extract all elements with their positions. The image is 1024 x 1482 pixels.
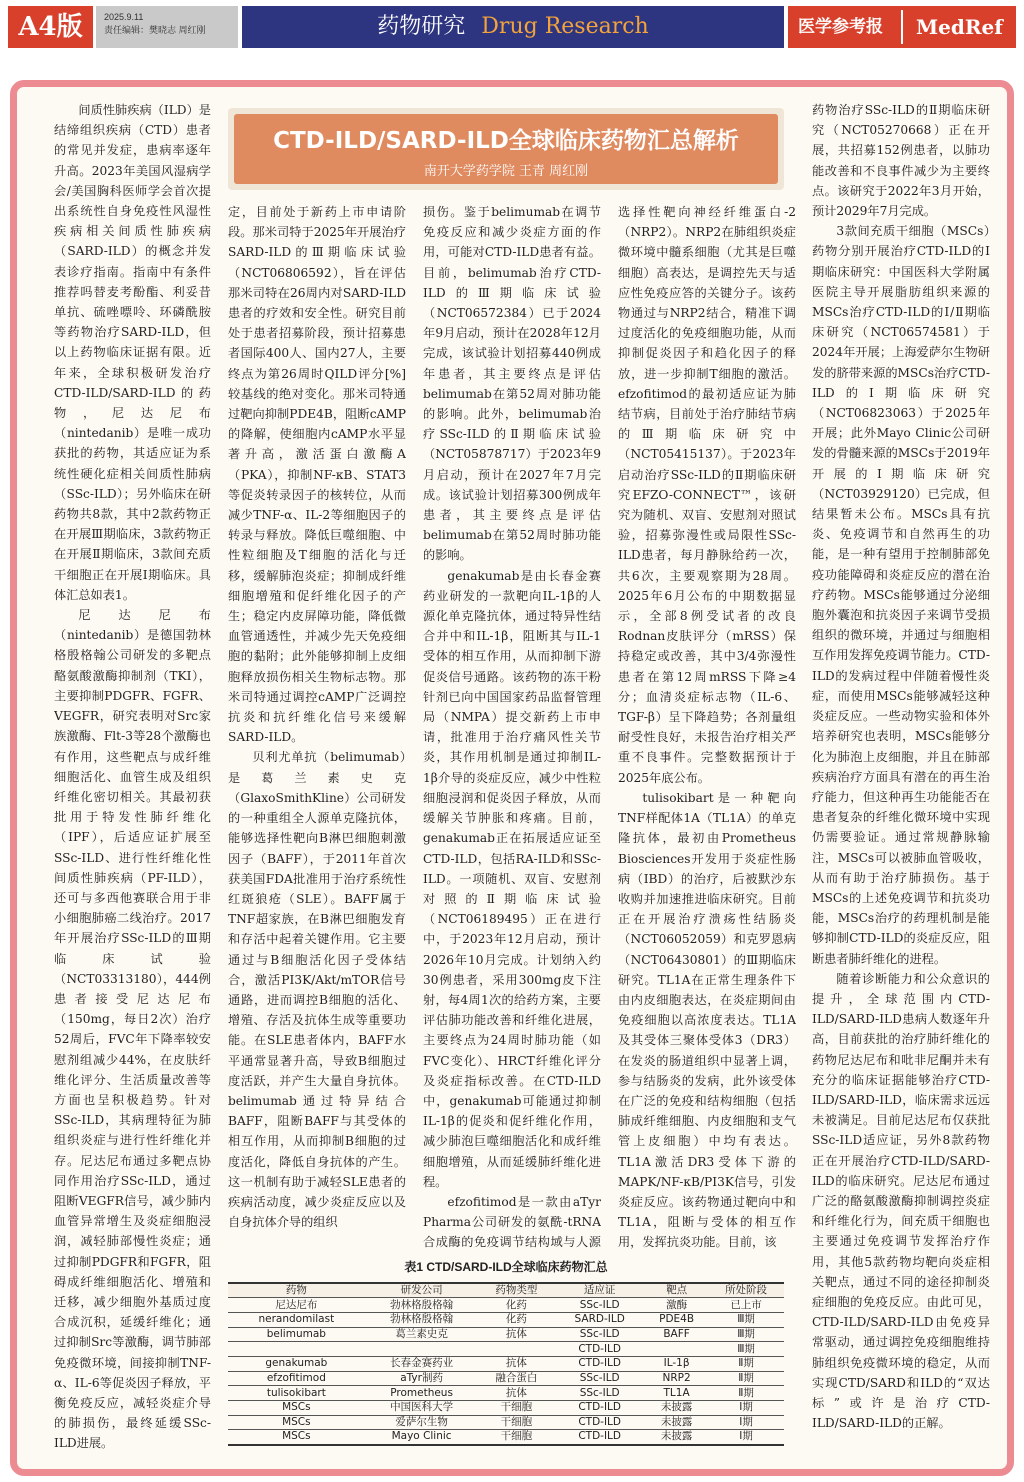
table-caption: 表1 CTD/SARD-ILD全球临床药物汇总 — [404, 1260, 608, 1274]
table-cell: tulisokibart — [228, 1386, 365, 1401]
table-cell: 勃林格殷格翰 — [365, 1312, 479, 1327]
brand-en: MedRef — [916, 15, 1003, 39]
paragraph: 药物治疗SSc-ILD的Ⅱ期临床研究（NCT05270668）正在开展，共招募152例患者，以肺功能改善和不良事件减少为主要终点。该研究于2022年3月开始，预计2029年7月完成。 — [812, 103, 990, 219]
table-cell: SARD-ILD — [554, 1312, 645, 1327]
table-cell: 勃林格殷格翰 — [365, 1298, 479, 1313]
article-title: CTD-ILD/SARD-ILD全球临床药物汇总解析 — [273, 128, 739, 154]
table-cell: 抗体 — [478, 1386, 554, 1401]
table-cell: efzofitimod — [228, 1371, 365, 1386]
page-header — [8, 6, 1016, 52]
table-cell: CTD-ILD — [554, 1415, 645, 1430]
table-header-cell: 靶点 — [645, 1283, 708, 1298]
brand-cn: 医学参考报 — [798, 17, 883, 37]
table-body — [228, 1298, 784, 1445]
table-row — [228, 1327, 784, 1342]
table-cell: Ⅲ期 — [708, 1327, 784, 1342]
table-header-cell: 适应证 — [554, 1283, 645, 1298]
drug-table — [228, 1282, 784, 1446]
paragraph: 尼达尼布（nintedanib）是德国勃林格殷格翰公司研发的多靶点酪氨酸激酶抑制剂（TKI），主要抑制PDGFR、FGFR、VEGFR，研究表明对Src家族激酶、Flt-3等28个激酶也有作用，这些靶点与成纤维细胞活化、血管生成及组织纤维化密切相关。其最初获批用于特发性肺纤维化（IPF），后适应证扩展至SSc-ILD、进行性纤维化性间质性肺疾病（PF-ILD），还可与多西他赛联合用于非小细胞肺癌二线治疗。2017年开展治疗SSc-ILD的Ⅲ期临床试验（NCT03313180），444例患者接受尼达尼布（150mg，每日2次）治疗52周后，FVC年下降率较安慰剂组减少44%，在皮肤纤维化评分、生活质量改善等方面也呈积极趋势。针对SSc-ILD，其病理特征为肺组织炎症与进行性纤维化并存。尼达尼布通过多靶点协同作用治疗SSc-ILD，通过阻断VEGFR信号，减少肺内血管异常增生及炎症细胞浸润，减轻肺部慢性炎症；通过抑制PDGFR和FGFR，阻碍成纤维细胞活化、增殖和迁移，减少细胞外基质过度合成沉积，延缓纤维化；通过抑制Src等激酶，调节肺部免疫微环境，间接抑制TNF-α、IL-6等促炎因子释放，平衡免疫反应，减轻炎症介导的肺损伤，最终延缓SSc-ILD进展。 — [54, 608, 211, 1451]
table-cell: 干细胞 — [478, 1401, 554, 1416]
paragraph: efzofitimod是一款由aTyr Pharma公司研发的氨酰-tRNA合成酶的免疫调节结构域与人源 — [423, 1194, 601, 1250]
table-cell: Prometheus — [365, 1386, 479, 1401]
table-cell: Ⅱ期 — [708, 1356, 784, 1371]
table-cell: 未披露 — [645, 1415, 708, 1430]
text-column-1 — [54, 100, 211, 1452]
paragraph: 损伤。鉴于belimumab在调节免疫反应和减少炎症方面的作用，可能对CTD-ILD患者有益。目前，belimumab治疗CTD-ILD的Ⅲ期临床试验（NCT06572384）已于2024年9月启动，预计在2028年12月完成，该试验计划招募440例成年患者，其主要终点是评估belimumab在第52周对肺功能的影响。此外，belimumab治疗SSc-ILD的Ⅱ期临床试验（NCT05878717）于2023年9月启动，预计在2027年7月完成。该试验计划招募300例成年患者，其主要终点是评估belimumab在第52周时肺功能的影响。 — [423, 205, 601, 563]
table-cell: CTD-ILD — [554, 1401, 645, 1416]
table-header-cell: 研发公司 — [365, 1283, 479, 1298]
table-header-cell: 药物类型 — [478, 1283, 554, 1298]
issue-meta — [96, 6, 238, 48]
paragraph: genakumab是由长春金赛药业研发的一款靶向IL-1β的人源化单克隆抗体，通过特异性结合并中和IL-1β，阻断其与IL-1受体的相互作用，从而抑制下游促炎信号通路。该药物的冻干粉针剂已向中国国家药品监督管理局（NMPA）提交新药上市申请，批准用于治疗痛风性关节炎，其作用机制是通过抑制IL-1β介导的炎症反应，减少中性粒细胞浸润和促炎因子释放，从而缓解关节肿胀和疼痛。目前，genakumab正在拓展适应证至CTD-ILD，包括RA-ILD和SSc-ILD。一项随机、双盲、安慰剂对照的Ⅱ期临床试验（NCT06189495）正在进行中，于2023年12月启动，预计2026年10月完成。计划纳入约30例患者，采用300mg皮下注射，每4周1次的给药方案，主要评估肺功能改善和纤维化进展，主要终点为24周时肺功能（如FVC变化）、HRCT纤维化评分及炎症指标改善。在CTD-ILD中，genakumab可能通过抑制IL-1β的促炎和促纤维化作用，减少肺泡巨噬细胞活化和成纤维细胞增殖，从而延缓肺纤维化进程。 — [423, 568, 601, 1189]
table-cell: Ⅱ期 — [708, 1371, 784, 1386]
table-row — [228, 1312, 784, 1327]
table-cell: 化药 — [478, 1298, 554, 1313]
table-cell: Ⅲ期 — [708, 1312, 784, 1327]
table-cell: 长春金赛药业 — [365, 1356, 479, 1371]
table-cell — [365, 1342, 479, 1357]
table-cell: 融合蛋白 — [478, 1371, 554, 1386]
text-column-5 — [812, 100, 990, 1452]
table-cell: CTD-ILD — [554, 1342, 645, 1357]
table-cell: IL-1β — [645, 1356, 708, 1371]
table-cell: MSCs — [228, 1401, 365, 1416]
table-cell: 激酶 — [645, 1298, 708, 1313]
table-cell — [228, 1342, 365, 1357]
table-cell: TL1A — [645, 1386, 708, 1401]
table-cell: Ⅰ期 — [708, 1401, 784, 1416]
paragraph: 贝利尤单抗（belimumab）是葛兰素史克（GlaxoSmithKline）公司研发的一种重组全人源单克隆抗体，能够选择性靶向B淋巴细胞刺激因子（BAFF），于2011年首次获美国FDA批准用于治疗系统性红斑狼疮（SLE）。BAFF属于TNF超家族，在B淋巴细胞发育和存活中起着关键作用。它主要通过与B细胞活化因子受体结合，激活PI3K/Akt/mTOR信号通路，进而调控B细胞的活化、增殖、存活及抗体生成等重要功能。在SLE患者体内，BAFF水平通常显著升高，导致B细胞过度活跃，并产生大量自身抗体。belimumab通过特异结合BAFF，阻断BAFF与其受体的相互作用，从而抑制B细胞的过度活化，降低自身抗体的产生。这一机制有助于减轻SLE患者的疾病活动度，减少炎症反应以及自身抗体介导的组织 — [228, 750, 406, 1230]
paragraph: 随着诊断能力和公众意识的提升，全球范围内CTD-ILD/SARD-ILD患病人数逐年升高，目前获批的治疗肺纤维化的药物尼达尼布和吡非尼酮并未有充分的临床证据能够治疗CTD-ILD/SARD-ILD，临床需求远远未被满足。目前尼达尼布仅获批SSc-ILD适应证，另外8款药物正在开展治疗CTD-ILD/SARD-ILD的临床研究。尼达尼布通过广泛的酪氨酸激酶抑制调控炎症和纤维化行为，间充质干细胞也主要通过免疫调节发挥治疗作用，其他5款药物均靶向炎症相关靶点，通过不同的途径抑制炎症细胞的免疫反应。由此可见，CTD-ILD/SARD-ILD由免疫异常驱动，通过调控免疫细胞维持肺组织免疫微环境的稳定，从而实现CTD/SARD和ILD的“双达标”或许是治疗CTD-ILD/SARD-ILD的正解。 — [812, 971, 990, 1431]
table-cell — [478, 1342, 554, 1357]
table-cell: 未披露 — [645, 1401, 708, 1416]
paragraph: 间质性肺疾病（ILD）是结缔组织疾病（CTD）患者的常见并发症，患病率逐年升高。2023年美国风湿病学会/美国胸科医师学会首次提出系统性自身免疫性风湿性疾病相关间质性肺疾病（SARD-ILD）的概念并发表诊疗指南。指南中有条件推荐吗替麦考酚酯、利妥昔单抗、硫唑嘌呤、环磷酰胺等药物治疗SARD-ILD，但以上药物临床证据有限。近年来，全球积极研发治疗CTD-ILD/SARD-ILD的药物，尼达尼布（nintedanib）是唯一成功获批的药物，其适应证为系统性硬化症相关间质性肺病（SSc-ILD）；另外临床在研药物共8款，其中2款药物正在开展Ⅲ期临床，3款药物正在开展Ⅱ期临床，3款间充质干细胞正在开展Ⅰ期临床。具体汇总如表1。 — [54, 103, 211, 602]
table-cell: aTyr制药 — [365, 1371, 479, 1386]
table-cell: Ⅲ期 — [708, 1342, 784, 1357]
table-cell: 尼达尼布 — [228, 1298, 365, 1313]
table-header-row — [228, 1283, 784, 1298]
paragraph: 定，目前处于新药上市申请阶段。那米司特于2025年开展治疗SARD-ILD的Ⅲ期临床试验（NCT06806592），旨在评估那米司特在26周内对SARD-ILD患者的疗效和安全性。研究目前处于患者招募阶段，预计招募患者国际400人、国内27人，主要终点为第26周时QILD评分[%]较基线的绝对变化。那米司特通过靶向抑制PDE4B，阻断cAMP的降解，使细胞内cAMP水平显著升高，激活蛋白激酶A（PKA），抑制NF-κB、STAT3等促炎转录因子的核转位，从而减少TNF-α、IL-2等细胞因子的转录与释放。降低巨噬细胞、中性粒细胞及T细胞的活化与迁移，缓解肺泡炎症；抑制成纤维细胞增殖和促纤维化因子的产生；稳定内皮屏障功能，降低微血管通透性，并减少先天免疫细胞的黏附；此外能够抑制上皮细胞释放损伤相关生物标志物。那米司特通过调控cAMP广泛调控抗炎和抗纤维化信号来缓解SARD-ILD。 — [228, 205, 406, 745]
table-row — [228, 1430, 784, 1445]
table-row — [228, 1298, 784, 1313]
table-cell: nerandomilast — [228, 1312, 365, 1327]
article-title-box — [228, 108, 784, 190]
table-cell — [645, 1342, 708, 1357]
edition-badge: A4版 — [8, 6, 93, 48]
table-row — [228, 1356, 784, 1371]
table-row — [228, 1342, 784, 1357]
table-cell: 干细胞 — [478, 1430, 554, 1445]
table-cell: CTD-ILD — [554, 1356, 645, 1371]
table-cell: 葛兰素史克 — [365, 1327, 479, 1342]
text-column-4 — [618, 202, 796, 1252]
paragraph: 3款间充质干细胞（MSCs）药物分别开展治疗CTD-ILD的Ⅰ期临床研究：中国医科大学附属医院主导开展脂肪组织来源的MSCs治疗CTD-ILD的Ⅰ/Ⅱ期临床研究（NCT06574581）于2024年开展；上海爱萨尔生物研发的脐带来源的MSCs治疗CTD-ILD的Ⅰ期临床研究（NCT06823063）于2025年开展；此外Mayo Clinic公司研发的骨髓来源的MSCs于2019年开展的Ⅰ期临床研究（NCT03929120）已完成，但结果暂未公布。MSCs具有抗炎、免疫调节和自然再生的功能，是一种有望用于控制肺部免疫功能障碍和炎症反应的潜在治疗药物。MSCs能够通过分泌细胞外囊泡和抗炎因子来调节受损组织的微环境，并通过与细胞相互作用发挥免疫调节能力。CTD-ILD的发病过程中伴随着慢性炎症，而使用MSCs能够减轻这种炎症反应。一些动物实验和体外培养研究也表明，MSCs能够分化为肺泡上皮细胞，并且在肺部疾病治疗方面具有潜在的再生治疗能力，但这种再生功能能否在患者复杂的纤维化微环境中实现仍需要验证。通过常规静脉输注，MSCs可以被肺血管吸收，从而有助于治疗肺损伤。基于MSCs的上述免疫调节和抗炎功能，MSCs治疗的药理机制是能够抑制CTD-ILD的炎症反应，阻断患者肺纤维化的进程。 — [812, 224, 990, 966]
table-cell: PDE4B — [645, 1312, 708, 1327]
table-cell: 化药 — [478, 1312, 554, 1327]
table-cell: belimumab — [228, 1327, 365, 1342]
table-cell: SSc-ILD — [554, 1371, 645, 1386]
table-cell: 已上市 — [708, 1298, 784, 1313]
table-cell: Ⅱ期 — [708, 1386, 784, 1401]
table-row — [228, 1401, 784, 1416]
table-header-cell: 药物 — [228, 1283, 365, 1298]
table-row — [228, 1371, 784, 1386]
table-cell: 抗体 — [478, 1327, 554, 1342]
table-cell: Mayo Clinic — [365, 1430, 479, 1445]
table-cell: 未披露 — [645, 1430, 708, 1445]
brand-logo — [788, 6, 1016, 48]
table-cell: MSCs — [228, 1415, 365, 1430]
editors: 责任编辑：樊晓志 周红刚 — [104, 25, 206, 35]
brand-divider — [901, 10, 903, 44]
table-row — [228, 1386, 784, 1401]
table-cell: NRP2 — [645, 1371, 708, 1386]
table-cell: Ⅰ期 — [708, 1430, 784, 1445]
table-header-cell: 所处阶段 — [708, 1283, 784, 1298]
table-cell: SSc-ILD — [554, 1327, 645, 1342]
section-title — [242, 6, 784, 48]
table-cell: BAFF — [645, 1327, 708, 1342]
issue-date: 2025.9.11 — [104, 12, 144, 22]
table-cell: SSc-ILD — [554, 1298, 645, 1313]
table-cell: Ⅰ期 — [708, 1415, 784, 1430]
table-cell: 爱萨尔生物 — [365, 1415, 479, 1430]
table-cell: 中国医科大学 — [365, 1401, 479, 1416]
text-column-3 — [423, 202, 601, 1252]
table-cell: SSc-ILD — [554, 1386, 645, 1401]
table-cell: 干细胞 — [478, 1415, 554, 1430]
paragraph: 选择性靶向神经纤维蛋白-2（NRP2）。NRP2在肺组织炎症微环境中髓系细胞（尤其是巨噬细胞）高表达，是调控先天与适应性免疫应答的关键分子。该药物通过与NRP2结合，精准下调过度活化的免疫细胞功能，从而抑制促炎因子和趋化因子的释放，进一步抑制T细胞的激活。efzofitimod的最初适应证为肺结节病，目前处于治疗肺结节病的Ⅲ期临床研究中（NCT05415137）。于2023年启动治疗SSc-ILD的Ⅱ期临床研究EFZO-CONNECT™，该研究为随机、双盲、安慰剂对照试验，招募弥漫性或局限性SSc-ILD患者，每月静脉给药一次，共6次，主要观察期为28周。2025年6月公布的中期数据显示，全部8例受试者的改良Rodnan皮肤评分（mRSS）保持稳定或改善，其中3/4弥漫性患者在第12周mRSS下降≥4分；血清炎症标志物（IL-6、TGF-β）呈下降趋势；各剂量组耐受性良好，未报告治疗相关严重不良事件。完整数据预计于2025年底公布。 — [618, 205, 796, 785]
section-title-en: Drug Research — [481, 14, 649, 39]
section-title-cn: 药物研究 — [377, 14, 466, 39]
text-column-2 — [228, 202, 406, 1252]
table-cell: CTD-ILD — [554, 1430, 645, 1445]
article-authors: 南开大学药学院 王青 周红刚 — [423, 164, 589, 179]
table-row — [228, 1415, 784, 1430]
table-cell: MSCs — [228, 1430, 365, 1445]
table-cell: genakumab — [228, 1356, 365, 1371]
table-cell: 抗体 — [478, 1356, 554, 1371]
paragraph: tulisokibart是一种靶向TNF样配体1A（TL1A）的单克隆抗体，最初由Prometheus Biosciences开发用于炎症性肠病（IBD）的治疗，后被默沙东收购并加速推进临床研究。目前正在开展治疗溃疡性结肠炎（NCT06052059）和克罗恩病（NCT06430801）的Ⅲ期临床研究。TL1A在正常生理条件下由内皮细胞表达，在炎症期间由免疫细胞以高浓度表达。TL1A及其受体三聚体受体3（DR3）在发炎的肠道组织中显著上调，参与结肠炎的发病，此外该受体在广泛的免疫和结构细胞（包括肺成纤维细胞、内皮细胞和支气管上皮细胞）中均有表达。TL1A激活DR3受体下游的MAPK/NF-κB/PI3K信号，引发炎症反应。该药物通过靶向中和TL1A，阻断与受体的相互作用，发挥抗炎功能。目前，该 — [618, 790, 796, 1250]
